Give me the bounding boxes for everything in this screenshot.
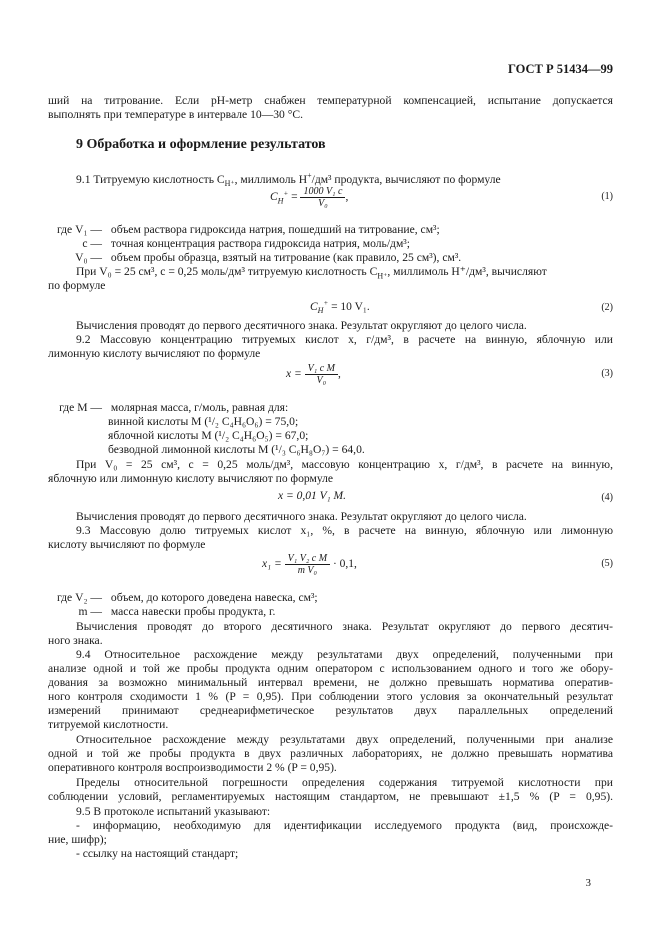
p94-line-5: измерений принимают среднеарифметическое результатов двух параллельных определений [48, 704, 613, 717]
p94c-line-2: соблюдении условий, регламентируемых настоящим стандартом, не превышают ±1,5 % (P = 0,95). [48, 790, 613, 803]
f3-numerator: V₁ c M [305, 363, 338, 375]
f1-lhs-sub: H [277, 196, 284, 206]
p92-line-1: 9.2 Массовую концентрацию титруемых кислот x, г/дм³, в расчете на винную, яблочную или [76, 333, 613, 346]
where1-text-2: точная концентрация раствора гидроксида натрия, моль/дм³; [110, 237, 410, 250]
formula-4: x = 0,01 V₁ M. [278, 490, 346, 502]
where1-row-2 [48, 237, 410, 251]
f1-numerator: 1000 V₁ c [300, 186, 345, 198]
where2-row-4: безводной лимонной кислоты M (¹/₃ C₆H₈O₇) = 64,0. [108, 443, 365, 456]
f5-numerator: V₁ V₂ c M [285, 553, 330, 565]
p94-line-2: анализе одной и той же пробы продукта одним оператором с использованием одного и того же обору- [48, 662, 613, 675]
f1-lhs: C [270, 191, 278, 204]
where1-text-3: объем пробы образца, взятый на титрование (как правило, 25 см³), см³. [110, 251, 462, 264]
formula-5 [262, 553, 357, 576]
p93-line-1: 9.3 Массовую долю титруемых кислот x₁, %, в расчете на винную, яблочную или лимонную [76, 524, 613, 537]
p91-line: 9.1 Титруемую кислотность $C_{H^+}$, миллимоль Н+/дм³ продукта, вычисляют по формуле [76, 171, 501, 189]
where2-row-2: винной кислоты M (¹/₂ C₄H₆O₆) = 75,0; [108, 415, 299, 428]
p92b-line-1: При V₀ = 25 см³, c = 0,25 моль/дм³, массовую концентрацию x, г/дм³, в расчете на винную, [76, 458, 613, 471]
formula-1: $C_H^+$ = $\frac{\text{1000 V₁ c}}{\text{V₀}}$ , [270, 186, 349, 209]
where2-row-3: яблочной кислоты M (¹/₂ C₄H₆O₅) = 67,0; [108, 429, 309, 442]
p92-line-2: лимонную кислоту вычисляют по формуле [48, 347, 261, 360]
f5-denominator: m V₀ [297, 565, 317, 576]
calc3-line-2: ного знака. [48, 634, 103, 647]
formula-3: x = $\frac{\text{V₁ c M}}{\text{V₀}}$ , [286, 363, 341, 386]
where1-sym-3: V₀ — [75, 251, 102, 264]
section-heading: 9 Обработка и оформление результатов [76, 137, 326, 152]
eq-number-5: (5) [601, 558, 613, 569]
eq-number-2: (2) [601, 302, 613, 313]
p92b-line-2: яблочную или лимонную кислоту вычисляют по формуле [48, 472, 334, 485]
formula-2: $C_H^+ = 10$ V₁. [310, 299, 370, 316]
p94b-line-3: оперативного контроля воспроизводимости 2 % (P = 0,95). [48, 761, 337, 774]
intro-line-2: выполнять при температуре в интервале 10—30 °С. [48, 108, 304, 121]
p95-line: 9.5 В протоколе испытаний указывают: [76, 805, 271, 818]
where2-row-1 [48, 401, 288, 415]
where3-sym-1: где V₂ — [56, 591, 102, 604]
p94-line-4: ного контроля сходимости 1 % (P = 0,95). При соблюдении этого условия за окончательный результат [48, 690, 613, 703]
where1-sym-1: где V₁ — [56, 223, 102, 236]
eq-number-1: (1) [601, 191, 613, 202]
f3-denominator: V₀ [316, 375, 327, 386]
f1-fraction [300, 186, 345, 209]
p91-text: 9.1 Титруемую кислотность C [76, 172, 225, 186]
f5-lhs: x₁ = [262, 558, 282, 571]
where3-row-1 [48, 591, 318, 605]
f3-lhs: x = [286, 368, 302, 381]
calc3-line-1: Вычисления проводят до второго десятичного знака. Результат округляют до первого десятич- [76, 620, 613, 633]
calc1-line: Вычисления проводят до первого десятичного знака. Результат округляют до целого числа. [76, 319, 527, 332]
where3-row-2 [48, 605, 275, 619]
p93-line-2: кислоту вычисляют по формуле [48, 538, 206, 551]
document-code: ГОСТ Р 51434—99 [507, 62, 613, 76]
p91b-text-1: При V₀ = 25 см³, c = 0,25 моль/дм³ титруемую кислотность C [76, 265, 378, 278]
p94c-line-1: Пределы относительной погрешности определения содержания титруемой кислотности при [76, 776, 613, 789]
list-item-1-cont: ние, шифр); [48, 833, 107, 846]
where1-sym-2: c — [82, 237, 102, 250]
eq-number-4: (4) [601, 492, 613, 503]
f1-denominator: V₀ [318, 198, 328, 209]
p94b-line-2: одной и той же пробы продукта в двух различных лабораториях, не должно превышать норматива [48, 747, 613, 760]
calc2-line: Вычисления проводят до первого десятичного знака. Результат округляют до целого числа. [76, 510, 527, 523]
where3-text-1: объем, до которого доведена навеска, см³; [110, 591, 318, 604]
p91-text-3: /дм³ продукта, вычисляют по формуле [311, 172, 501, 186]
p94-line-3: дования за возможно минимальный интервал времени, не должно превышать норматива оператив- [48, 676, 613, 689]
list-item-2: - ссылку на настоящий стандарт; [76, 847, 239, 860]
intro-line-1: ший на титрование. Если рН-метр снабжен температурной компенсацией, испытание допускается [48, 94, 613, 107]
where2-sym-1: где M — [59, 401, 102, 414]
f3-fraction [305, 363, 338, 386]
page-number: 3 [585, 877, 591, 889]
p91-text-2: , миллимоль Н [234, 172, 308, 186]
where1-row-3 [48, 251, 461, 265]
where3-sym-2: m — [78, 605, 102, 618]
f2-text: = 10 V₁. [331, 300, 370, 313]
where3-text-2: масса навески пробы продукта, г. [110, 605, 276, 618]
eq-number-3: (3) [601, 368, 613, 379]
p94-line-6: титруемой кислотности. [48, 718, 169, 731]
p94b-line-1: Относительное расхождение между результатами двух определений, полученными при анализе [76, 733, 613, 746]
p91b-tail: , миллимоль Н⁺/дм³, вычисляют [387, 265, 547, 278]
where2-text-1: молярная масса, г/моль, равная для: [110, 401, 289, 414]
p91b-line-1: При V₀ = 25 см³, c = 0,25 моль/дм³ титруемую кислотность $C_{H^+}$, миллимоль Н⁺/дм³, вычисляют [76, 265, 547, 281]
f5-fraction [285, 553, 330, 576]
list-item-1: - информацию, необходимую для идентификации исследуемого продукта (вид, происхожде- [76, 819, 613, 832]
where1-row-1 [48, 223, 440, 237]
p91b-line-2: по формуле [48, 279, 106, 292]
where1-text-1: объем раствора гидроксида натрия, пошедший на титрование, см³; [110, 223, 440, 236]
f5-tail: · 0,1, [332, 558, 357, 571]
p94-line-1: 9.4 Относительное расхождение между результатами двух определений, полученными при [76, 648, 613, 661]
